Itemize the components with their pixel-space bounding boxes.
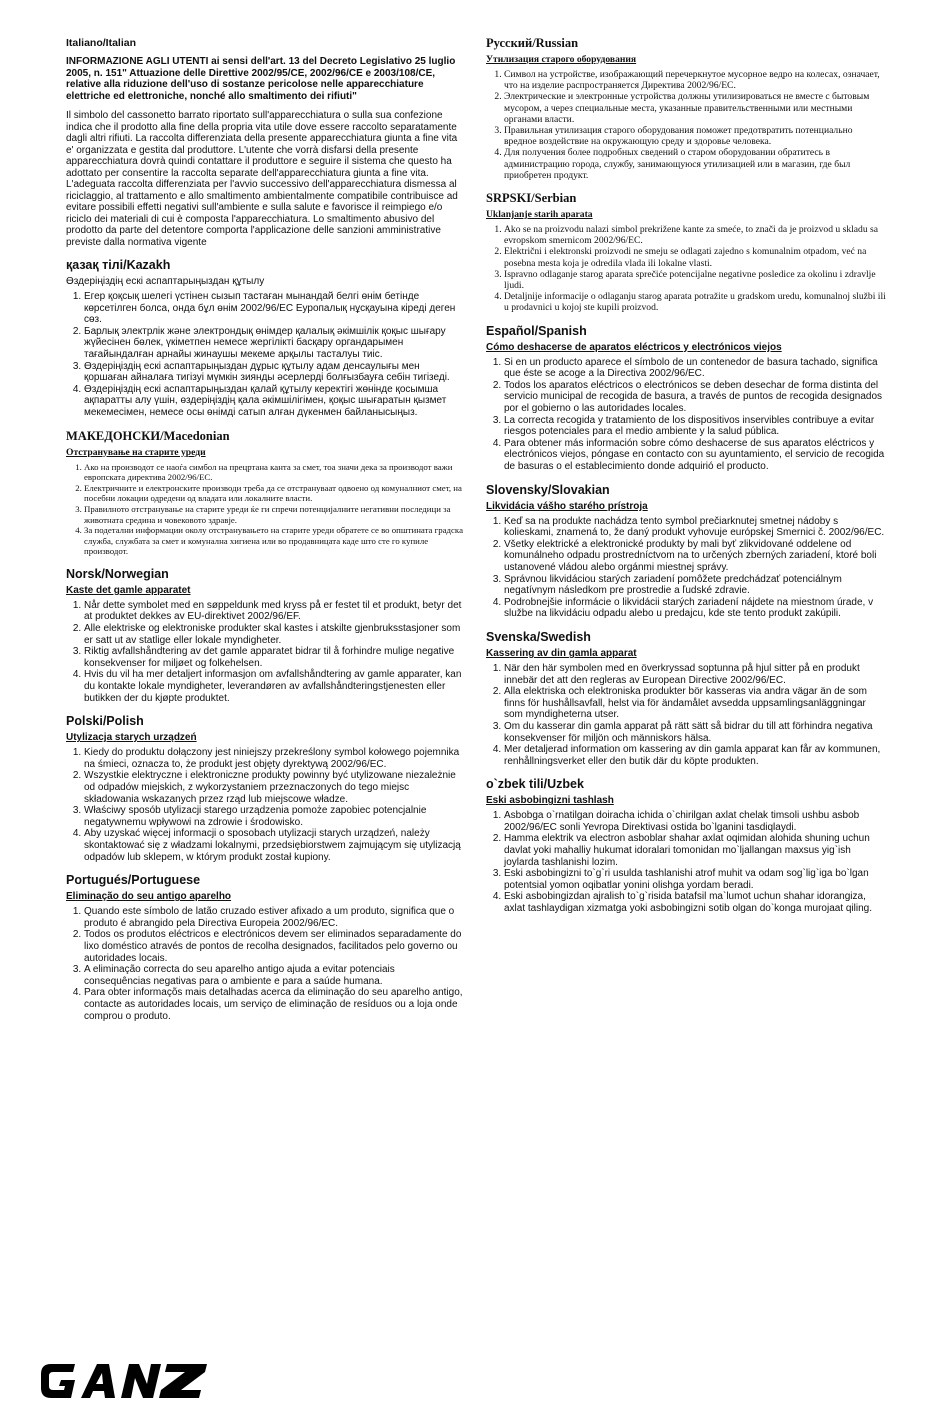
section-heading: SRPSKI/Serbian — [486, 191, 577, 206]
section-subheading: Отстранување на старите уреди — [66, 446, 206, 458]
section-subheading: Kaste det gamle apparatet — [66, 584, 191, 596]
item-list — [486, 69, 886, 181]
list-item: 3. Правильная утилизация старого оборудования поможет предотвратить потенциально вредное воздействие на окружающую среду и здоровье человека. — [504, 125, 886, 147]
section-slovak — [486, 483, 886, 620]
list-item: 2. Električni i elektronski proizvodi ne smeju se odlagati zajedno s komunalnim otpadom, već na posebna mesta koja je odredila vlada ili lokalne vlasti. — [504, 246, 886, 268]
list-item: 4. Өздерiңiздiң ескi аспаптарыңыздан қалай құтылу керектiгi жөнiнде қосымша ақпаратты алу үшiн, өздерiңiздiң қала әкiмшiлiгiмен, қоқыс шығаратын қызмет мекемесiмен, немесе осы өнiмдi сатып алған дүкенмен байланысыңыз. — [84, 384, 463, 419]
list-item: 3. Правилното отстранување на старите уреди ќе ги спречи потенцијалните негативни последици за животната средина и човековото здравје. — [84, 504, 463, 525]
list-item: 4. Aby uzyskać więcej informacji o sposobach utylizacji starych urządzeń, należy skontaktować się z władzami lokalnymi, przedsiębiorstwem zajmującym się utylizacją odpadów lub sklepem, w którym produkt został kupiony. — [84, 828, 463, 863]
section-heading: Русский/Russian — [486, 36, 579, 50]
section-polish — [66, 714, 463, 863]
section-serbian — [486, 191, 886, 314]
section-heading: Portugués/Portuguese — [66, 873, 201, 888]
item-list — [66, 600, 463, 704]
item-list — [66, 906, 463, 1022]
item-list — [486, 224, 886, 314]
item-list — [486, 357, 886, 473]
section-russian — [486, 36, 886, 181]
list-item: 4. Hvis du vil ha mer detaljert informasjon om avfallshåndtering av gamle apparater, kan du kontakte lokale myndigheter, leverandøren av avfallshåndteringstjenesten eller butikken der du kjøpte produktet. — [84, 669, 463, 704]
item-list — [486, 810, 886, 914]
ganz-logo-icon — [37, 1358, 217, 1404]
section-macedonian — [66, 429, 463, 557]
section-heading: қазақ тілі/Kazakh — [66, 258, 171, 272]
list-item: 2. Hamma elektrik va electron asboblar shahar axlat oqimidan alohida shuning uchun davlat yoki mahalliy hukumat idoralari tomonidan mo`ljallangan maxsus yig`ish joylarda tashlanishi lozim. — [504, 833, 886, 868]
list-item: 3. Ispravno odlaganje starog aparata sprečiće potencijalne negativne posledice za okolinu i zdravlje ljudi. — [504, 269, 886, 291]
list-item: 2. Todos os produtos eléctricos e electrónicos devem ser eliminados separadamente do lixo doméstico através de pontos de recolha designados, facilitados pelo governo ou autoridades locais. — [84, 929, 463, 964]
section-subheading: Утилизация старого оборудования — [486, 54, 637, 65]
intro-title: INFORMAZIONE AGLI UTENTI ai sensi dell'art. 13 del Decreto Legislativo 25 luglio 2005, n. 151" Attuazione delle Direttive 2002/95/CE, 2002/96/CE e 2003/108/CE, relative alla riduzione dell'uso di sostanze pericolose nelle apparecchiature elettriche ed elettroniche, nonché allo smaltimento dei rifiuti" — [66, 56, 456, 102]
list-item: 3. A eliminação correcta do seu aparelho antigo ajuda a evitar potenciais consequências negativas para o ambiente e para a saúde humana. — [84, 964, 463, 987]
list-item: 3. Өздерiңiздiң ескi аспаптарыңыздан дұрыс құтылу адам денсаулығы мен қоршаған айналаға тигiзуi мүмкiн зиянды әсерлердi болғызбауға себiн тигiзедi. — [84, 361, 463, 384]
item-list — [486, 663, 886, 767]
list-item: 3. Om du kasserar din gamla apparat på rätt sätt så bidrar du till att förhindra negativa konsekvenser för miljön och människors hälsa. — [504, 721, 886, 744]
list-item: 4. Para obtener más información sobre cómo deshacerse de sus aparatos eléctricos y electrónicos viejos, póngase en contacto con su ayuntamiento, el servicio de recogida de basuras o el establecimiento donde adquirió el producto. — [504, 438, 886, 473]
section-norwegian — [66, 567, 463, 704]
list-item: 3. Właściwy sposób utylizacji starego urządzenia pomoże zapobiec potencjalnie negatywnemu wpływowi na zdrowie i środowisko. — [84, 805, 463, 828]
section-subheading: Eski asbobingizni tashlash — [486, 795, 614, 807]
list-item: 1. När den här symbolen med en överkryssad soptunna på hjul sitter på en produkt innebär det att den regleras av European Directive 2002/96/EC. — [504, 663, 886, 686]
list-item: 4. Для получения более подробных сведений о старом оборудовании обратитесь в администрацию города, службу, занимающуюся утилизацией или в магазин, где был приобретен продукт. — [504, 147, 886, 181]
section-heading: Slovensky/Slovakian — [486, 482, 610, 497]
list-item: 2. Všetky elektrické a elektronické produkty by mali byť zlikvidované oddelene od komunálneho odpadu prostredníctvom na to určených zberných zariadení, ktoré boli ustanovené vládou alebo orgánmi miestnej správy. — [504, 539, 886, 574]
section-subheading: Kassering av din gamla apparat — [486, 647, 637, 659]
section-spanish — [486, 324, 886, 473]
list-item: 1. Når dette symbolet med en søppeldunk med kryss på er festet til et produkt, betyr det at produktet dekkes av EU-direktivet 2002/96/EF. — [84, 600, 463, 623]
section-body: Il simbolo del cassonetto barrato riportato sull'apparecchiatura o sulla sua confezione indica che il prodotto alla fine della propria vita utile dove essere raccolto separatamente dagli altri rifiuti. La raccolta differenziata della presente apparecchiatura giunta a fine vita e' organizzata e gestita dal produttore. L'utente che vorrà disfarsi della presente apparecchiatura dovrà quindi contattare il produttore e seguire il sistema che questo ha adottato per consentire la raccolta separate dell'apparecchiatura giunta a fine vita. L'adeguata raccolta differenziata per l'avvio successivo dell'apparecchiatura dismessa al riciclaggio, al trattamento e allo smaltimento ambientalmente compatibile contribuisce ad evitare possibili effetti negativi sull'ambiente e sulla salute e favorisce il reimpiego e/o riciclo dei materiali di cui è composta l'apparecchiatura. Lo smaltimento abusivo del prodotto da parte del detentore comporta l'applicazione delle sanzioni amministrative previste dalla normativa vigente — [66, 110, 458, 248]
item-list — [66, 291, 463, 419]
section-portuguese — [66, 873, 463, 1022]
item-list — [486, 516, 886, 620]
list-item: 3. Eski asbobingizni to`g`ri usulda tashlanishi atrof muhit va odam sog`lig`iga bo`lgan potentsial yomon oqibatlar yonini olishga yordam beradi. — [504, 868, 886, 891]
section-swedish — [486, 630, 886, 767]
list-item: 1. Ako se na proizvodu nalazi simbol prekrižene kante za smeće, to znači da je proizvod u skladu sa evropskom smernicom 2002/96/EC. — [504, 224, 886, 246]
list-item: 3. La correcta recogida y tratamiento de los dispositivos inservibles contribuye a evitar riesgos potenciales para el medio ambiente y la salud pública. — [504, 415, 886, 438]
list-item: 2. Alle elektriske og elektroniske produkter skal kastes i atskilte gjenbruksstasjoner som er satt ut av statlige eller lokale myndigheter. — [84, 623, 463, 646]
list-item: 2. Todos los aparatos eléctricos o electrónicos se deben desechar de forma distinta del servicio municipal de recogida de basura, a través de puntos de recogida designados por el gobierno o las autoridades locales. — [504, 380, 886, 415]
list-item: 4. Podrobnejšie informácie o likvidácii starých zariadení nájdete na miestnom úrade, v službe na likvidáciu odpadu alebo u predajcu, kde ste tento produkt zakúpili. — [504, 597, 886, 620]
section-heading: Svenska/Swedish — [486, 629, 591, 644]
section-heading: Polski/Polish — [66, 714, 144, 729]
list-item: 3. Správnou likvidáciou starých zariadení pomôžete predchádzať potenciálnym negatívnym následkom pre prostredie a ľudské zdravie. — [504, 574, 886, 597]
list-item: 1. Ако на производот се наоѓа симбол на прецртана канта за смет, тоа значи дека за производот важи европската директива 2002/96/ЕС. — [84, 462, 463, 483]
list-item: 1. Asbobga o`rnatilgan doiracha ichida o`chirilgan axlat chelak timsoli ushbu asbob 2002/96/EC sonli Yevropa Direktivasi ostida bo`lganini tasdiqlaydi. — [504, 810, 886, 833]
section-heading: Norsk/Norwegian — [66, 566, 169, 581]
section-subheading: Cómo deshacerse de aparatos eléctricos y electrónicos viejos — [486, 341, 782, 353]
list-item: 3. Riktig avfallshåndtering av det gamle apparatet bidrar til å forhindre mulige negative konsekvenser for miljøet og folkehelsen. — [84, 646, 463, 669]
list-item: 4. Mer detaljerad information om kassering av din gamla apparat kan får av kommunen, renhållningsverket eller den butik där du köpte produkten. — [504, 744, 886, 767]
section-subheading: Likvidácia vášho starého prístroja — [486, 500, 648, 512]
list-item: 1. Si en un producto aparece el símbolo de un contenedor de basura tachado, significa que éste se acoge a la Directiva 2002/96/EC. — [504, 357, 886, 380]
left-column — [66, 36, 463, 1354]
right-column — [486, 36, 886, 1376]
ganz-logo — [37, 1358, 217, 1404]
section-subheading: Өздерiңiздiң ескi аспаптарыңыздан құтылу — [66, 276, 265, 287]
section-kazakh — [66, 258, 463, 419]
list-item: 2. Alla elektriska och elektroniska produkter bör kasseras via andra vägar än de som finns för hushållsavfall, helst via för ändamålet avsedda uppsamlingsanläggningar som myndigheterna utser. — [504, 686, 886, 721]
list-item: 2. Wszystkie elektryczne i elektroniczne produkty powinny być utylizowane niezależnie od odpadów miejskich, z wykorzystaniem przeznaczonych do tego miejsc składowania wskazanych przez rząd lub miejscowe władze. — [84, 770, 463, 805]
list-item: 4. Detaljnije informacije o odlaganju starog aparata potražite u gradskom uredu, komunalnoj službi ili u prodavnici u kojoj ste kupili proizvod. — [504, 291, 886, 313]
section-heading: Español/Spanish — [486, 323, 587, 338]
section-heading: o`zbek tili/Uzbek — [486, 777, 584, 792]
section-italian — [66, 36, 463, 248]
section-heading: МАКЕДОНСКИ/Macedonian — [66, 428, 230, 443]
list-item: 1. Keď sa na produkte nachádza tento symbol prečiarknutej smetnej nádoby s kolieskami, znamená to, že daný produkt vyhovuje európskej Smernici č. 2002/96/EC. — [504, 516, 886, 539]
list-item: 2. Електричните и електронските производи треба да се отстрануваат одвоено од комуналниот смет, на посебни локации одредени од владата или локалните власти. — [84, 483, 463, 504]
list-item: 4. Para obter informaçõs mais detalhadas acerca da eliminação do seu aparelho antigo, contacte as autoridades locais, um serviço de eliminação de resíduos ou a loja onde comprou o produto. — [84, 987, 463, 1022]
item-list — [66, 747, 463, 863]
list-item: 2. Барлық электрлiк және электрондық өнiмдер қалалық әкiмшiлiк қоқыс шығару жүйесiнен бөлек, үкiметпен немесе жергiлiктi басқару органдарымен тағайындалған арнайы жинаушы мекеме арқылы тасталуы тиiс. — [84, 326, 463, 361]
item-list — [66, 462, 463, 557]
list-item: 1. Символ на устройстве, изображающий перечеркнутое мусорное ведро на колесах, означает, что на изделие распространяется Директива 2002/96/EC. — [504, 69, 886, 91]
list-item: 1. Quando este símbolo de latão cruzado estiver afixado a um produto, significa que o produto é abrangido pela Directiva Europeia 2002/96/EC. — [84, 906, 463, 929]
list-item: 4. Eski asbobingizdan ajralish to`g`risida batafsil ma`lumot uchun shahar idorangiza, axlat tashlaydigan xizmatga yoki asbobingizni sotib olgan do`konga murojaat qiling. — [504, 891, 886, 914]
section-uzbek — [486, 777, 886, 914]
list-item: 4. За подетални информации околу отстранувањето на старите уреди обратете се во општината градска служба, службата за смет и комунална хигиена или во продавницата каде што сте го купиле производот. — [84, 525, 463, 557]
section-subheading: Eliminação do seu antigo aparelho — [66, 891, 232, 903]
section-subheading: Utylizacja starych urządzeń — [66, 732, 197, 744]
section-subheading: Uklanjanje starih aparata — [486, 209, 593, 221]
list-item: 1. Kiedy do produktu dołączony jest niniejszy przekreślony symbol kołowego pojemnika na śmieci, oznacza to, że produkt jest objęty dyrektywą 2002/96/EC. — [84, 747, 463, 770]
list-item: 1. Егер қоқсық шелегi үстiнен сызып тастаған мынандай белгi өнiм бетiнде көрсетiлген болса, онда бұл өнiм 2002/96/EC Еуропалық нұсқауына кiредi деген сөз. — [84, 291, 463, 326]
list-item: 2. Электрические и электронные устройства должны утилизироваться не вместе с бытовым мусором, а через специальные места, указанные правительственными или местными органами власти. — [504, 91, 886, 125]
section-heading: Italiano/Italian — [66, 37, 137, 49]
